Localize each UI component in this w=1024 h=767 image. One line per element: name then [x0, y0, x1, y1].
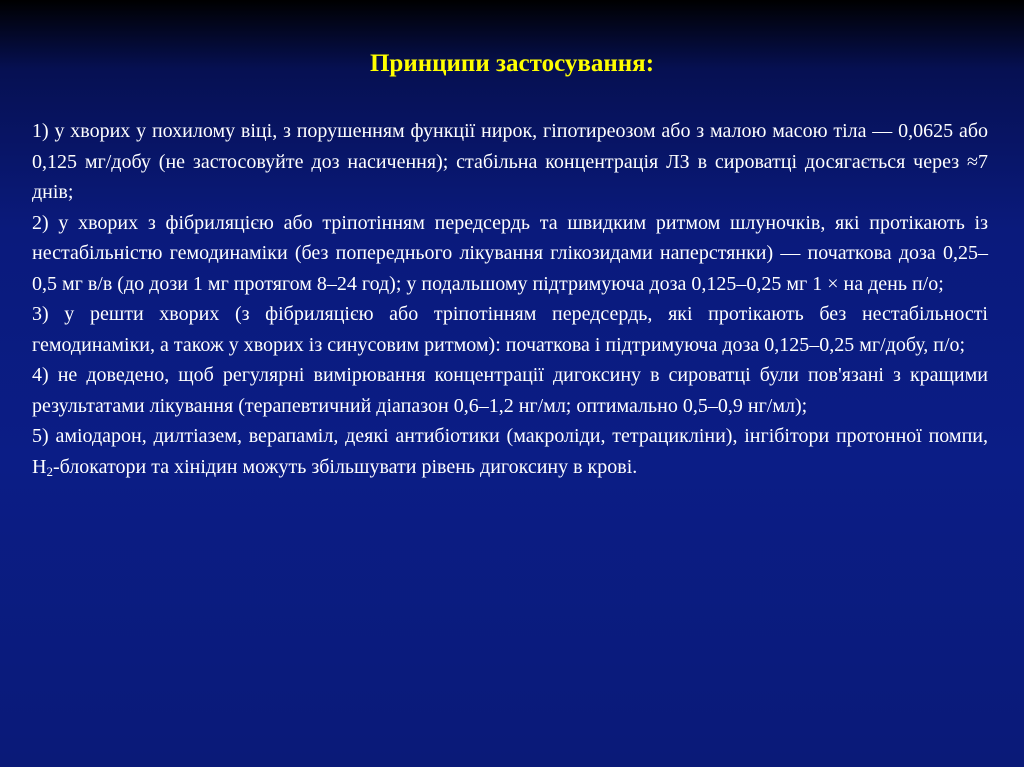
slide-body — [32, 116, 988, 482]
slide-title: Принципи застосування: — [369, 50, 655, 77]
list-item-5-text-before: 5) аміодарон, дилтіазем, верапаміл, деякі антибіотики (макроліди, тетрацикліни), інгібітори протонної помпи, H — [32, 425, 988, 478]
list-item-5 — [32, 421, 988, 482]
list-item-5-subscript: 2 — [46, 463, 53, 479]
list-item-3: 3) у решти хворих (з фібриляцією або тріпотінням передсердь, які протікають без нестабільності гемодинаміки, а також у хворих із синусовим ритмом): початкова і підтримуюча доза 0,125–0,25 мг/добу, п/о; — [32, 303, 988, 356]
list-item-1: 1) у хворих у похилому віці, з порушенням функції нирок, гіпотиреозом або з малою масою тіла — 0,0625 або 0,125 мг/добу (не застосовуйте доз насичення); стабільна концентрація ЛЗ в сироватці досягається через ≈7 днів; — [32, 120, 988, 203]
list-item-2: 2) у хворих з фібриляцією або тріпотінням передсердь та швидким ритмом шлуночків, які протікають із нестабільністю гемодинаміки (без попереднього лікування глікозидами наперстянки) — початкова доза 0,25–0,5 мг в/в (до дози 1 мг протягом 8–24 год); у подальшому підтримуюча доза 0,125–0,25 мг 1 × на день п/о; — [32, 211, 988, 295]
list-item-5-text-after: -блокатори та хінідин можуть збільшувати рівень дигоксину в крові. — [52, 455, 638, 478]
list-item-4: 4) не доведено, щоб регулярні вимірювання концентрації дигоксину в сироватці були пов'язані з кращими результатами лікування (терапевтичний діапазон 0,6–1,2 нг/мл; оптимально 0,5–0,9 нг/мл); — [32, 364, 988, 417]
